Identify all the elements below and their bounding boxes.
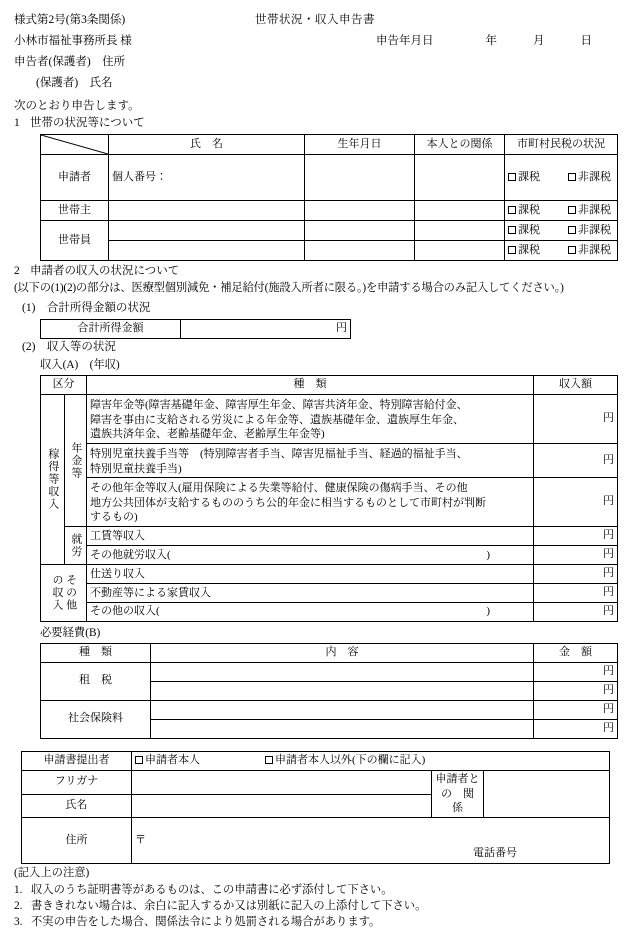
submitter-type-row: [22, 751, 610, 770]
lead-text: 次のとおり申告します。: [14, 100, 140, 112]
checkbox-icon: [568, 173, 576, 181]
subgroup-label-pension: [65, 394, 87, 526]
row-label-household-member: 世帯員: [41, 221, 109, 261]
addressee: 小林市福祉事務所長: [14, 35, 118, 47]
currency-unit-yen: 円: [603, 529, 614, 542]
declaration-date-line: [376, 33, 616, 50]
applicant-relation-field[interactable]: [415, 155, 505, 201]
row-label-householder: 世帯主: [41, 201, 109, 221]
checkbox-applicant-untaxed[interactable]: [568, 170, 630, 186]
checkbox-icon: [135, 756, 143, 764]
checkbox-icon: [508, 173, 516, 181]
income-header-row: [41, 376, 618, 395]
date-day-label: 日: [580, 35, 592, 47]
group-label-other-income: [41, 564, 87, 621]
column-header-expense-amount: 金 額: [534, 644, 618, 663]
section1-number: 1: [14, 116, 20, 129]
expenses-label: 必要経費(B): [40, 626, 101, 639]
relation-label-line2: の 関 係: [441, 787, 485, 815]
table-row-member-1: [41, 221, 618, 241]
household-header-row: [41, 135, 618, 155]
checkbox-label-self: 申請者本人: [145, 753, 200, 766]
telephone-label: 電話番号: [473, 847, 517, 860]
necessary-expenses-table: [40, 643, 618, 739]
address-field[interactable]: [132, 818, 610, 864]
income-kind-other[interactable]: [87, 602, 534, 621]
table-row-member-2: [41, 241, 618, 261]
checkbox-applicant-taxed[interactable]: [508, 170, 568, 186]
submitter-name-field[interactable]: [132, 794, 432, 818]
column-header-amount: 収入額: [534, 376, 618, 395]
kind-line: 障害年金等(障害基礎年金、障害厚生年金、障害共済年金、特別障害給付金、: [90, 398, 468, 411]
applicant-tax-status: [505, 155, 618, 201]
expense-content-insurance-2[interactable]: [151, 719, 534, 738]
submitter-type-options: [132, 751, 610, 770]
member1-tax-status: [505, 221, 618, 241]
expense-content-tax-1[interactable]: [151, 663, 534, 682]
expense-amount-tax-1[interactable]: [534, 663, 618, 682]
amount-field-special-child-allowance[interactable]: [534, 443, 618, 477]
currency-unit-yen: 円: [603, 721, 614, 734]
furigana-field[interactable]: [132, 770, 432, 794]
kind-line: 地方公共団体が支給するもののうち公的年金に相当するものとして市町村が判断: [90, 496, 486, 509]
amount-field-other-employment[interactable]: [534, 545, 618, 564]
checkbox-member1-taxed[interactable]: [508, 223, 568, 239]
column-header-kind: 種 類: [87, 376, 534, 395]
relation-field[interactable]: [484, 770, 610, 818]
diagonal-line-icon: [41, 135, 108, 154]
table-row-householder: [41, 201, 618, 221]
checkbox-label-untaxed: 非課税: [578, 223, 611, 236]
note-number: 3.: [14, 916, 23, 929]
kind-line: その他就労収入(: [90, 548, 171, 561]
amount-field-other-pension[interactable]: [534, 478, 618, 527]
checkbox-member1-untaxed[interactable]: [568, 223, 630, 239]
section1-heading: [0, 115, 630, 132]
income-row-other-pension: [41, 478, 618, 527]
currency-unit-yen: 円: [603, 665, 614, 678]
householder-name-field[interactable]: [109, 201, 305, 221]
close-paren: ): [486, 548, 490, 561]
currency-unit-yen: 円: [603, 495, 614, 508]
income-kind-other-employment[interactable]: [87, 545, 534, 564]
relation-label: [432, 770, 484, 818]
currency-unit-yen: 円: [603, 412, 614, 425]
checkbox-member2-untaxed[interactable]: [568, 243, 630, 259]
note-item-2: [14, 898, 616, 914]
currency-unit-yen: 円: [336, 322, 347, 335]
expenses-row-tax-1: [41, 663, 618, 682]
kind-line: するもの): [90, 511, 138, 524]
currency-unit-yen: 円: [603, 547, 614, 560]
form-header: [0, 0, 630, 96]
kind-line: 遺族共済年金、老齢基礎年金、老齢厚生年金等): [90, 428, 325, 441]
vertical-text-wrapper: [41, 565, 86, 621]
checkbox-label-untaxed: 非課税: [578, 170, 611, 183]
column-header-expense-kind: 種 類: [41, 644, 151, 663]
section2-note: (以下の(1)(2)の部分は、医療型個別減免・補足給付(施設入所者に限る。)を申請する場合のみ記入してください。): [14, 282, 564, 295]
total-income-label: 合計所得金額: [41, 320, 181, 339]
checkbox-householder-taxed[interactable]: [508, 203, 568, 219]
column-header-name: 氏 名: [109, 135, 305, 155]
income-kind-remittance: 仕送り収入: [87, 564, 534, 583]
column-header-municipal-tax: 市町村民税の状況: [505, 135, 618, 155]
checkbox-icon: [568, 246, 576, 254]
notes-title: (記入上の注意): [14, 867, 90, 880]
column-header-birthdate: 生年月日: [305, 135, 415, 155]
member1-relation-field[interactable]: [415, 221, 505, 241]
checkbox-label-untaxed: 非課税: [578, 243, 611, 256]
income-a-label: 収入(A) (年収): [40, 358, 120, 371]
currency-unit-yen: 円: [603, 604, 614, 617]
date-month-label: 月: [533, 35, 545, 47]
checkbox-label-taxed: 課税: [518, 243, 540, 256]
expense-kind-social-insurance: 社会保険料: [41, 700, 151, 738]
expense-amount-tax-2[interactable]: [534, 681, 618, 700]
section2-heading: [0, 261, 630, 280]
form-number: 様式第2号(第3条関係): [14, 14, 126, 26]
total-income-table: [40, 319, 351, 339]
checkbox-icon: [508, 246, 516, 254]
expense-amount-insurance-2[interactable]: [534, 719, 618, 738]
kind-line: 障害を事由に支給される労災による年金等、遺族基礎年金、遺族厚生年金、: [90, 413, 464, 426]
total-income-value-field[interactable]: [181, 320, 351, 339]
group-label-earned-income: [41, 394, 65, 564]
expense-content-tax-2[interactable]: [151, 681, 534, 700]
vertical-text-wrapper: [41, 395, 64, 564]
total-income-row: [41, 320, 351, 339]
group-label-other-income-col1: の収入: [51, 574, 63, 612]
note-text: 書ききれない場合は、余白に記入するか又は別紙に記入の上添付して下さい。: [31, 900, 427, 913]
column-header-category: 区分: [41, 376, 87, 395]
amount-field-rent[interactable]: [534, 583, 618, 602]
checkbox-icon: [568, 206, 576, 214]
subgroup-label-pension-text: 年金等: [69, 441, 82, 480]
applicant-birthdate-field[interactable]: [305, 155, 415, 201]
amount-field-remittance[interactable]: [534, 564, 618, 583]
table-row-applicant: [41, 155, 618, 201]
note-number: 2.: [14, 900, 23, 913]
note-text: 不実の申告をした場合、関係法令により処罰される場合があります。: [31, 916, 381, 929]
submitter-furigana-row: [22, 770, 610, 794]
checkbox-label-untaxed: 非課税: [578, 203, 611, 216]
subgroup-label-employment: [65, 527, 87, 565]
income-row-pension-disability: [41, 394, 618, 443]
kind-line: その他の収入(: [90, 605, 160, 618]
income-kind-wages: 工賃等収入: [87, 527, 534, 546]
note-text: 収入のうち証明書等があるものは、この申請書に必ず添付して下さい。: [31, 883, 393, 896]
householder-relation-field[interactable]: [415, 201, 505, 221]
income-row-remittance: [41, 564, 618, 583]
subsection2-label: (2) 収入等の状況: [22, 341, 116, 353]
checkbox-member2-taxed[interactable]: [508, 243, 568, 259]
column-header-relation: 本人との関係: [415, 135, 505, 155]
group-label-earned-income-text: 稼得等収入: [46, 448, 59, 511]
declaration-date-label: 申告年月日: [376, 35, 434, 47]
currency-unit-yen: 円: [603, 585, 614, 598]
subgroup-label-employment-text: 就労: [69, 532, 82, 558]
currency-unit-yen: 円: [603, 702, 614, 715]
section2-number: 2: [14, 265, 20, 278]
household-status-table: [40, 134, 618, 261]
income-kind-special-child-allowance: [87, 443, 534, 477]
vertical-text-wrapper: [65, 395, 86, 526]
diagonal-corner-cell: [41, 135, 109, 155]
member2-name-field[interactable]: [109, 241, 305, 261]
income-row-rent: [41, 583, 618, 602]
amount-field-wages[interactable]: [534, 527, 618, 546]
income-details-table: [40, 375, 618, 622]
checkbox-label-taxed: 課税: [518, 223, 540, 236]
checkbox-icon: [508, 226, 516, 234]
currency-unit-yen: 円: [603, 453, 614, 466]
member1-name-field[interactable]: [109, 221, 305, 241]
group-label-other-income-col2: その他: [64, 574, 77, 612]
vertical-text-wrapper: [65, 527, 86, 564]
householder-birthdate-field[interactable]: [305, 201, 415, 221]
submitter-address-row: [22, 818, 610, 864]
subsection1-label: (1) 合計所得金額の状況: [22, 302, 151, 315]
notes-section: [0, 864, 630, 931]
column-header-expense-content: 内 容: [151, 644, 534, 663]
member2-tax-status: [505, 241, 618, 261]
checkbox-icon: [568, 226, 576, 234]
currency-unit-yen: 円: [603, 566, 614, 579]
relation-label-line1: 申請者と: [435, 772, 480, 785]
declarant-address-label: 申告者(保護者) 住所: [14, 56, 126, 68]
date-year-label: 年: [485, 35, 497, 47]
member2-relation-field[interactable]: [415, 241, 505, 261]
checkbox-label-taxed: 課税: [518, 203, 540, 216]
declarant-name-label: (保護者) 氏名: [36, 77, 113, 89]
member1-birthdate-field[interactable]: [305, 221, 415, 241]
checkbox-icon: [265, 756, 273, 764]
address-label: 住所: [22, 818, 132, 864]
addressee-honorific: 様: [120, 35, 132, 47]
kind-line: 特別児童扶養手当): [90, 462, 182, 475]
income-kind-other-pension: [87, 478, 534, 527]
note-number: 1.: [14, 883, 23, 896]
row-label-applicant: 申請者: [41, 155, 109, 201]
section2-title: 申請者の収入の状況について: [30, 265, 180, 278]
checkbox-icon: [508, 206, 516, 214]
income-kind-rent: 不動産等による家賃収入: [87, 583, 534, 602]
expenses-header-row: [41, 644, 618, 663]
submitter-table: [21, 751, 610, 865]
furigana-label: フリガナ: [22, 770, 132, 794]
section1-title: 世帯の状況等について: [30, 116, 145, 129]
checkbox-submitter-self[interactable]: [135, 753, 265, 769]
note-item-1: [14, 882, 616, 898]
submitter-name-label: 氏名: [22, 794, 132, 818]
income-row-other-employment: [41, 545, 618, 564]
income-kind-disability-pension: [87, 394, 534, 443]
member2-birthdate-field[interactable]: [305, 241, 415, 261]
kind-line: その他年金等収入(雇用保険による失業等給付、健康保険の傷病手当、その他: [90, 482, 468, 495]
close-paren: ): [486, 605, 490, 618]
applicant-mynumber-field[interactable]: 個人番号：: [109, 155, 305, 201]
currency-unit-yen: 円: [603, 683, 614, 696]
document-title: 世帯状況・収入申告書: [255, 14, 375, 26]
postal-mark-icon: 〒: [135, 833, 146, 846]
checkbox-householder-untaxed[interactable]: [568, 203, 630, 219]
checkbox-submitter-other[interactable]: [265, 754, 425, 766]
expense-kind-tax: 租 税: [41, 663, 151, 701]
expense-content-insurance-1[interactable]: [151, 700, 534, 719]
amount-field-other[interactable]: [534, 602, 618, 621]
kind-line: 特別児童扶養手当等 (特別障害者手当、障害児福祉手当、経過的福祉手当、: [90, 447, 468, 460]
expense-amount-insurance-1[interactable]: [534, 700, 618, 719]
submitter-row-label: 申請書提出者: [22, 751, 132, 770]
income-row-other: [41, 602, 618, 621]
income-row-child-allowance: [41, 443, 618, 477]
income-row-wages: [41, 527, 618, 546]
amount-field-disability-pension[interactable]: [534, 394, 618, 443]
expenses-row-insurance-1: [41, 700, 618, 719]
checkbox-label-other: 申請者本人以外(下の欄に記入): [275, 753, 426, 766]
note-item-3: [14, 914, 616, 930]
checkbox-label-taxed: 課税: [518, 170, 540, 183]
householder-tax-status: [505, 201, 618, 221]
